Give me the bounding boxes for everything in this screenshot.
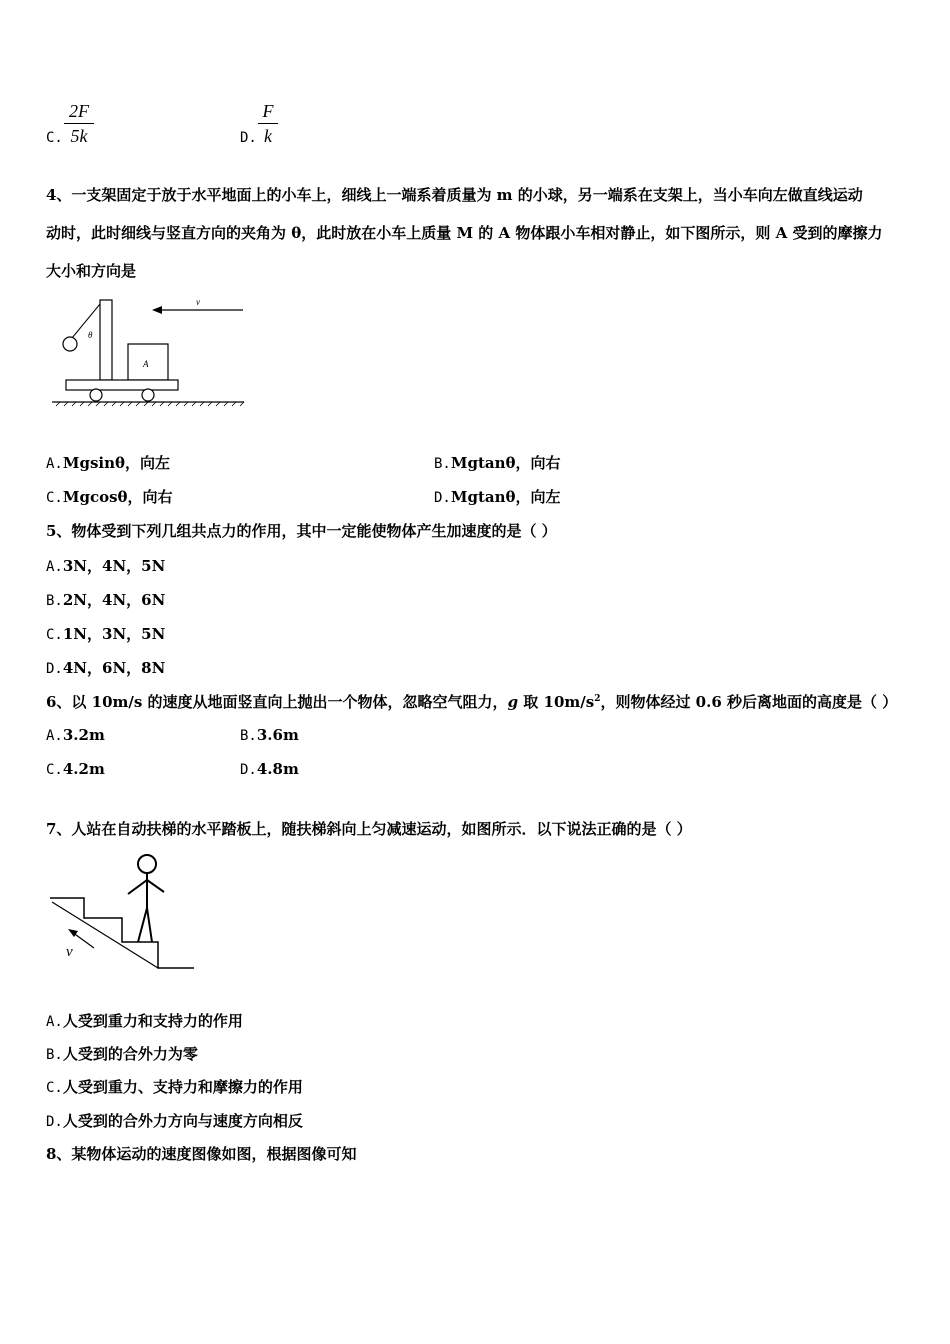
q5-option-c[interactable]: C.1N，3N，5N [46, 625, 166, 643]
q4-option-a[interactable]: A.Mgsinθ，向左 [46, 454, 171, 472]
fraction-denominator: 5k [70, 126, 88, 146]
cart-pendulum-figure [48, 292, 248, 414]
q3-option-c-fraction [64, 100, 94, 147]
q4-stem-line-2: 动时，此时细线与竖直方向的夹角为 θ，此时放在小车上质量 M 的 A 物体跟小车相对静止，如下图所示，则 A 受到的摩擦力 [46, 224, 883, 242]
fraction-denominator: k [264, 126, 272, 146]
q7-stem: 7、人站在自动扶梯的水平踏板上，随扶梯斜向上匀减速运动，如图所示．以下说法正确的是（ ） [46, 820, 692, 838]
q4-option-c[interactable]: C.Mgcosθ，向右 [46, 488, 173, 506]
velocity-label: v [196, 297, 200, 307]
q5-option-d[interactable]: D.4N，6N，8N [46, 659, 166, 677]
fraction-numerator: 2F [69, 101, 89, 121]
q6-stem: 6、以 10m/s 的速度从地面竖直向上抛出一个物体，忽略空气阻力，g 取 $10m/s^2$，则物体经过 0.6 秒后离地面的高度是（ ） [46, 693, 898, 711]
fraction-numerator: F [262, 101, 274, 121]
q7-option-a[interactable]: A.人受到重力和支持力的作用 [46, 1012, 243, 1030]
q3-option-c-label: C. [46, 130, 63, 146]
escalator-figure [48, 850, 198, 972]
q4-stem-line-3: 大小和方向是 [46, 262, 137, 280]
q7-option-b[interactable]: B.人受到的合外力为零 [46, 1045, 198, 1063]
q4-stem-line-1: 4、一支架固定于放于水平地面上的小车上，细线上一端系着质量为 m 的小球，另一端系在支架上，当小车向左做直线运动 [46, 186, 863, 204]
block-label: A [143, 359, 149, 369]
q3-option-d-fraction [258, 100, 278, 147]
fraction-bar [258, 123, 278, 124]
q8-stem: 8、某物体运动的速度图像如图，根据图像可知 [46, 1145, 357, 1163]
q7-option-c[interactable]: C.人受到重力、支持力和摩擦力的作用 [46, 1078, 303, 1096]
q6-option-b[interactable]: B.3.6m [240, 726, 299, 744]
velocity-label: v [66, 944, 73, 960]
q6-option-c[interactable]: C.4.2m [46, 760, 105, 778]
q7-option-d[interactable]: D.人受到的合外力方向与速度方向相反 [46, 1112, 303, 1130]
q5-option-a[interactable]: A.3N，4N，5N [46, 557, 166, 575]
theta-label: θ [88, 330, 93, 340]
q5-stem: 5、物体受到下列几组共点力的作用，其中一定能使物体产生加速度的是（ ） [46, 522, 557, 540]
q6-option-a[interactable]: A.3.2m [46, 726, 105, 744]
q6-option-d[interactable]: D.4.8m [240, 760, 299, 778]
q5-option-b[interactable]: B.2N，4N，6N [46, 591, 166, 609]
fraction-bar [64, 123, 94, 124]
q4-option-b[interactable]: B.Mgtanθ，向右 [434, 454, 561, 472]
q3-option-d-label: D. [240, 130, 257, 146]
q4-option-d[interactable]: D.Mgtanθ，向左 [434, 488, 561, 506]
